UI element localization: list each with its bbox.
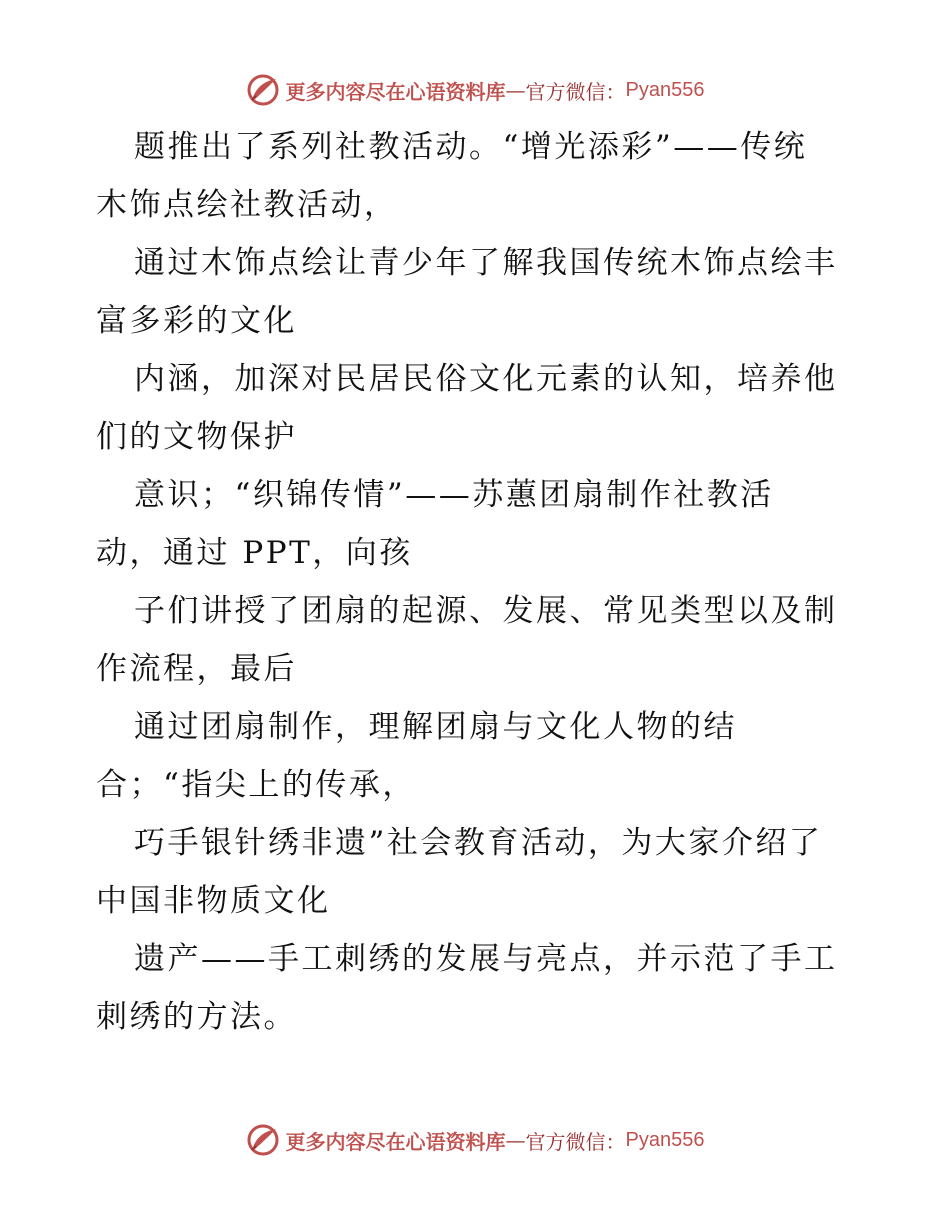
watermark-wechat-id: Pyan556 bbox=[625, 78, 705, 101]
text-line: 意识；“织锦传情”——苏蕙团扇制作社教活 bbox=[134, 477, 774, 513]
watermark-site-name: 更多内容尽在心语资料库 bbox=[285, 1129, 506, 1154]
text-line: 动，通过 PPT，向孩 bbox=[96, 535, 413, 571]
text-line: 通过木饰点绘让青少年了解我国传统木饰点绘丰 bbox=[134, 245, 838, 281]
text-line: 巧手银针绣非遗”社会教育活动，为大家介绍了 bbox=[134, 825, 823, 861]
text-line: 中国非物质文化 bbox=[96, 883, 331, 919]
text-line: 们的文物保护 bbox=[96, 419, 297, 455]
text-line: 子们讲授了团扇的起源、发展、常见类型以及制 bbox=[134, 593, 838, 629]
watermark-site-name: 更多内容尽在心语资料库 bbox=[285, 79, 506, 104]
pen-logo-icon bbox=[246, 73, 280, 107]
text-line: 作流程，最后 bbox=[96, 651, 297, 687]
footer-watermark bbox=[0, 1120, 950, 1160]
watermark-wechat-id: Pyan556 bbox=[625, 1128, 705, 1151]
watermark-separator: — bbox=[505, 1128, 526, 1152]
text-line: 刺绣的方法。 bbox=[96, 999, 297, 1035]
text-line: 遗产——手工刺绣的发展与亮点，并示范了手工 bbox=[134, 941, 838, 977]
watermark-wechat-label: 官方微信： bbox=[525, 79, 626, 104]
header-watermark bbox=[0, 70, 950, 110]
watermark-wechat-label: 官方微信： bbox=[525, 1129, 626, 1154]
text-line: 内涵，加深对民居民俗文化元素的认知，培养他 bbox=[134, 361, 838, 397]
text-line: 题推出了系列社教活动。“增光添彩”——传统 bbox=[134, 129, 808, 165]
text-line: 合；“指尖上的传承， bbox=[96, 767, 416, 803]
pen-logo-icon bbox=[246, 1123, 280, 1157]
text-line: 通过团扇制作，理解团扇与文化人物的结 bbox=[134, 709, 737, 745]
text-line: 富多彩的文化 bbox=[96, 303, 297, 339]
document-body bbox=[96, 118, 856, 1046]
watermark-separator: — bbox=[505, 78, 526, 102]
text-line: 木饰点绘社教活动， bbox=[96, 187, 398, 223]
